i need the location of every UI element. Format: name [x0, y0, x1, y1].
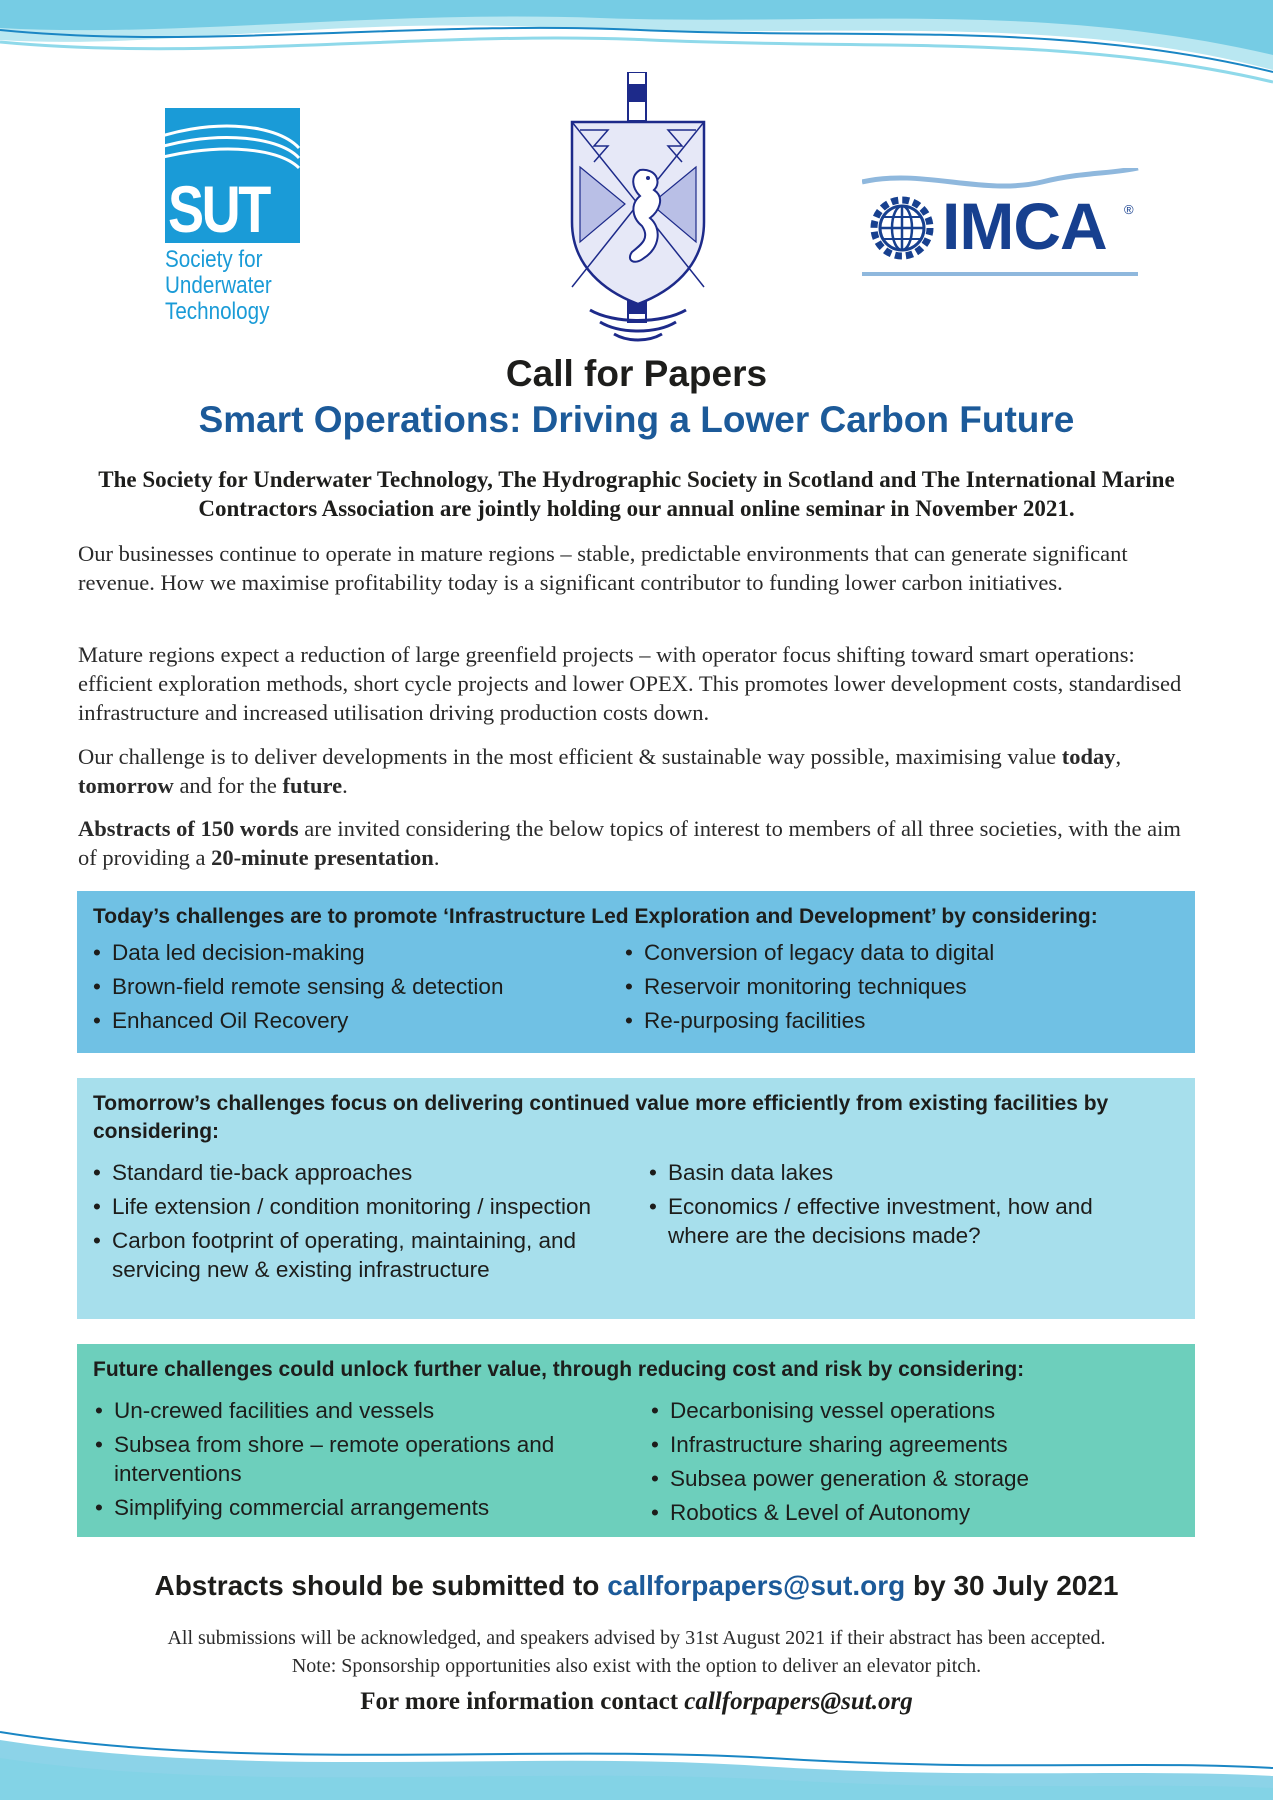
note-line: All submissions will be acknowledged, and speakers advised by 31st August 2021 if their abstract has been accepted.	[167, 1627, 1106, 1649]
topic-item: • Carbon footprint of operating, maintaining, and servicing new & existing infrastructure	[93, 1226, 603, 1284]
topic-item: • Subsea from shore – remote operations and interventions	[95, 1430, 615, 1488]
bottom-wave-decoration	[0, 1710, 1273, 1800]
tomorrow-topics-right	[649, 1158, 1149, 1255]
tomorrow-topics-left	[93, 1158, 603, 1289]
intro-statement: The Society for Underwater Technology, The Hydrographic Society in Scotland and The International Marine Contractors Association are jointly holding our annual online seminar in November 2021.	[98, 467, 1175, 521]
imca-registered-mark: ®	[1124, 202, 1134, 217]
emphasis-presentation-length: 20-minute presentation	[211, 845, 434, 870]
page-subtitle: Smart Operations: Driving a Lower Carbon Future	[198, 399, 1075, 440]
emphasis-tomorrow: tomorrow	[78, 773, 174, 798]
more-info-email-link[interactable]: callforpapers@sut.org	[684, 1688, 913, 1715]
topic-item: • Data led decision-making	[93, 938, 593, 967]
text-run: Our challenge is to deliver developments in the most efficient & sustainable way possible, maximising value	[78, 744, 1062, 769]
page-title: Call for Papers	[505, 353, 768, 394]
imca-logo	[862, 168, 1142, 278]
topic-item: • Brown-field remote sensing & detection	[93, 972, 593, 1001]
today-topics-left	[93, 938, 593, 1040]
imca-gear-globe-icon	[868, 194, 936, 262]
sut-logo-mark	[165, 108, 300, 243]
more-info-prefix: For more information contact	[360, 1688, 685, 1715]
future-challenges-title: Future challenges could unlock further value, through reducing cost and risk by considering:	[93, 1358, 1025, 1381]
imca-acronym: IMCA	[942, 189, 1107, 263]
text-run: are invited considering the below topics of interest to members of all three societies, with the aim of providing a	[78, 816, 1181, 870]
sut-name-line: Society for	[165, 246, 263, 273]
paragraph-challenge	[78, 742, 1198, 800]
topic-item: • Un-crewed facilities and vessels	[95, 1396, 615, 1425]
tomorrow-challenges-title: Tomorrow’s challenges focus on delivering continued value more efficiently from existing facilities by considering:	[93, 1092, 1109, 1143]
emphasis-abstract-length: Abstracts of 150 words	[78, 816, 299, 841]
future-challenges-box	[77, 1344, 1195, 1537]
submission-deadline: by 30 July 2021	[905, 1570, 1119, 1601]
topic-item: • Conversion of legacy data to digital	[625, 938, 1145, 967]
paragraph-text	[78, 814, 1198, 872]
today-challenges-title: Today’s challenges are to promote ‘Infrastructure Led Exploration and Development’ by considering:	[93, 905, 1098, 928]
sut-acronym: SUT	[168, 172, 269, 243]
sut-full-name	[165, 247, 337, 325]
topic-item: • Basin data lakes	[649, 1158, 1149, 1187]
tomorrow-challenges-box	[77, 1078, 1195, 1319]
today-topics-right	[625, 938, 1145, 1040]
submission-line	[0, 1570, 1273, 1602]
topic-item: • Subsea power generation & storage	[651, 1464, 1171, 1493]
submission-prefix: Abstracts should be submitted to	[154, 1570, 608, 1601]
sut-name-line: Underwater	[165, 272, 272, 299]
text-run: ,	[1115, 744, 1122, 769]
sut-name-line: Technology	[165, 298, 270, 325]
topic-item: • Simplifying commercial arrangements	[95, 1493, 615, 1522]
paragraph-abstracts	[78, 814, 1198, 872]
submission-email-link[interactable]: callforpapers@sut.org	[607, 1570, 906, 1601]
topic-item: • Decarbonising vessel operations	[651, 1396, 1171, 1425]
text-run: .	[433, 845, 440, 870]
submission-notes	[0, 1624, 1273, 1680]
topic-item: • Standard tie-back approaches	[93, 1158, 603, 1187]
today-challenges-box	[77, 891, 1195, 1053]
hydrographic-society-crest-icon	[570, 72, 706, 342]
emphasis-future: future	[282, 773, 343, 798]
paragraph-greenfield	[78, 640, 1198, 727]
topic-item: • Economics / effective investment, how and where are the decisions made?	[649, 1192, 1149, 1250]
topic-item: • Reservoir monitoring techniques	[625, 972, 1145, 1001]
future-topics-right	[651, 1396, 1171, 1532]
future-topics-left	[95, 1396, 615, 1527]
text-run: .	[342, 773, 348, 798]
paragraph-text: Mature regions expect a reduction of large greenfield projects – with operator focus shifting toward smart operations: efficient exploration methods, short cycle projects and lower OPEX. This promotes lower development costs, standardised infrastructure and increased utilisation driving production costs down.	[78, 642, 1182, 725]
topic-item: • Life extension / condition monitoring / inspection	[93, 1192, 603, 1221]
text-run: and for the	[173, 773, 283, 798]
paragraph-text: Our businesses continue to operate in mature regions – stable, predictable environments that can generate significant revenue. How we maximise profitability today is a significant contributor to funding lower carbon initiatives.	[78, 541, 1128, 595]
sut-logo	[165, 108, 305, 325]
paragraph-mature-regions	[78, 539, 1198, 597]
topic-item: • Enhanced Oil Recovery	[93, 1006, 593, 1035]
topic-item: • Re-purposing facilities	[625, 1006, 1145, 1035]
topic-item: • Robotics & Level of Autonomy	[651, 1498, 1171, 1527]
emphasis-today: today	[1061, 744, 1116, 769]
note-line: Note: Sponsorship opportunities also exist with the option to deliver an elevator pitch.	[291, 1655, 982, 1677]
topic-item: • Infrastructure sharing agreements	[651, 1430, 1171, 1459]
paragraph-text	[78, 742, 1198, 800]
heading-block	[0, 352, 1273, 444]
